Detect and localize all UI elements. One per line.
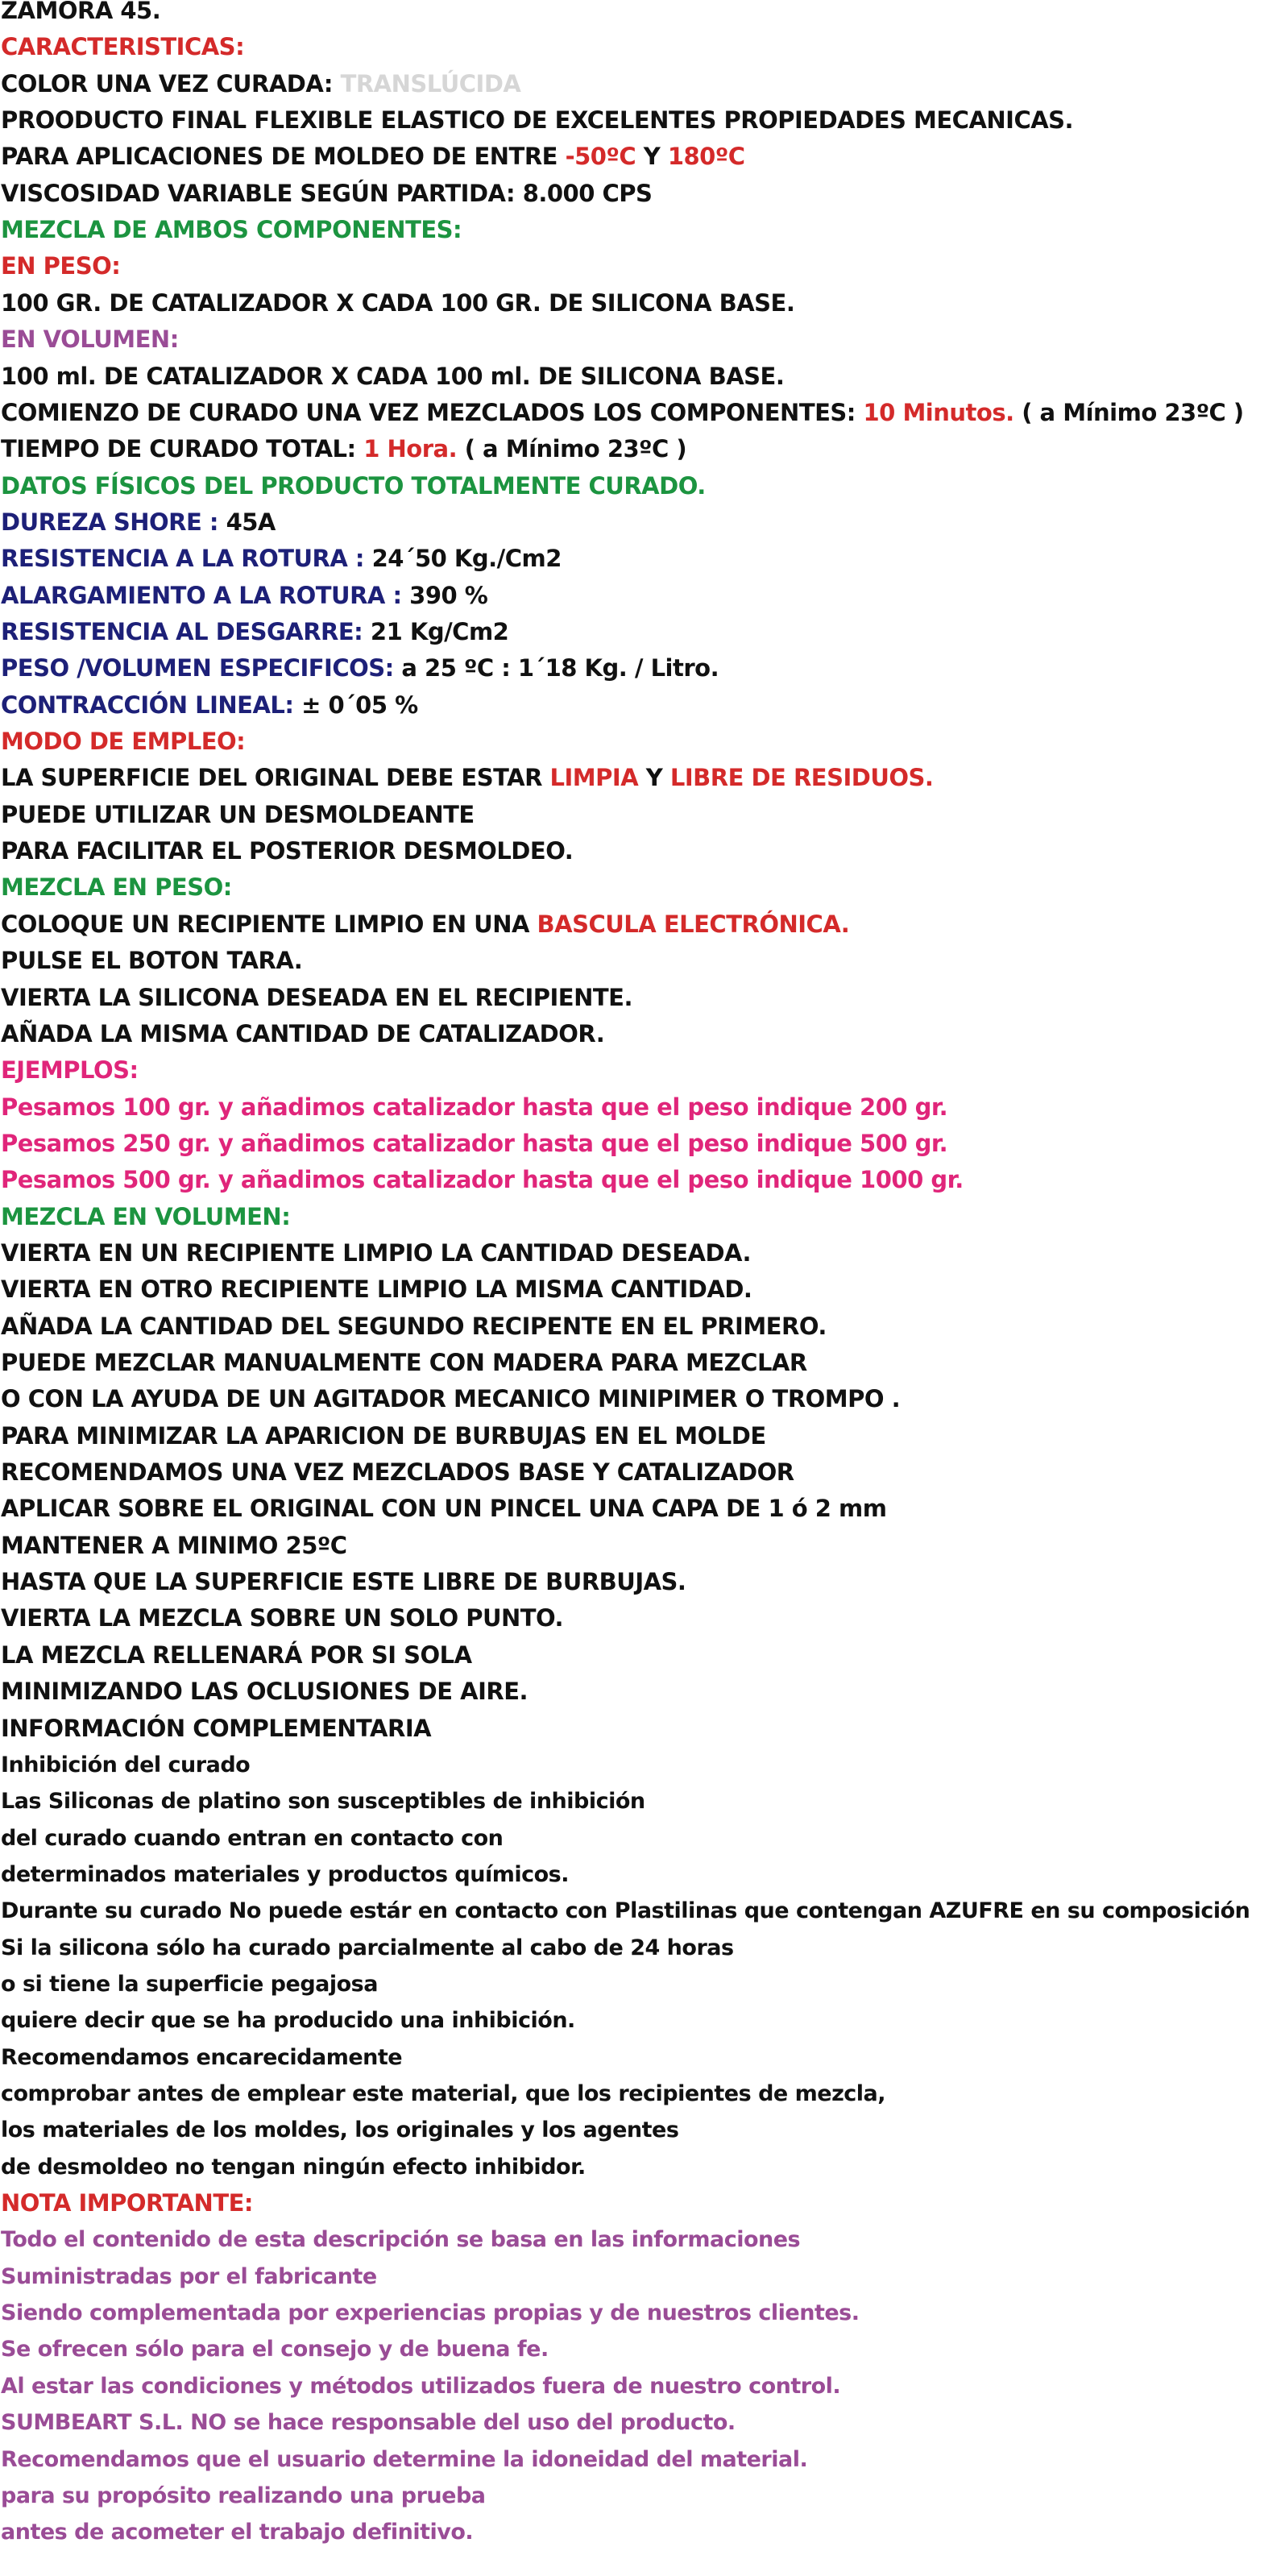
text-line [1, 212, 462, 248]
text-line [1, 1089, 947, 1126]
text-line [1, 797, 475, 833]
text-segment: LIMPIA [549, 764, 639, 792]
text-line [1, 468, 706, 504]
text-line [1, 2368, 840, 2404]
text-segment: 24´50 Kg./Cm2 [371, 545, 562, 573]
text-segment: DATOS FÍSICOS DEL PRODUCTO TOTALMENTE CURADO. [1, 471, 706, 500]
text-segment: DUREZA SHORE : [1, 508, 226, 536]
text-segment: Suministradas por el fabricante [1, 2263, 377, 2289]
text-segment: del curado cuando entran en contacto con [1, 1825, 504, 1851]
text-line [1, 1454, 794, 1491]
text-line [1, 980, 632, 1016]
text-segment: PROODUCTO FINAL FLEXIBLE ELASTICO DE EXCELENTES PROPIEDADES MECANICAS. [1, 106, 1074, 135]
text-line [1, 1600, 563, 1636]
text-line [1, 1381, 900, 1417]
text-segment: Recomendamos encarecidamente [1, 2044, 403, 2070]
text-segment: MANTENER A MINIMO 25ºC [1, 1531, 347, 1559]
text-line [1, 2295, 860, 2331]
text-line [1, 1418, 766, 1454]
text-segment: INFORMACIÓN COMPLEMENTARIA [1, 1714, 432, 1742]
text-segment: MINIMIZANDO LAS OCLUSIONES DE AIRE. [1, 1678, 529, 1706]
text-line [1, 906, 849, 943]
text-line [1, 1637, 472, 1674]
text-line [1, 2149, 586, 2185]
text-segment: RECOMENDAMOS UNA VEZ MEZCLADOS BASE Y CATALIZADOR [1, 1458, 794, 1486]
text-line [1, 724, 245, 760]
text-segment: para su propósito realizando una prueba [1, 2483, 486, 2508]
text-segment: LIBRE DE RESIDUOS. [669, 764, 934, 792]
text-line [1, 1345, 807, 1381]
text-segment: COMIENZO DE CURADO UNA VEZ MEZCLADOS LOS COMPONENTES: [1, 398, 864, 426]
text-line [1, 1783, 645, 1819]
text-line [1, 1271, 752, 1308]
text-segment: PULSE EL BOTON TARA. [1, 947, 303, 975]
text-segment: SUMBEART S.L. NO se hace responsable del uso del producto. [1, 2410, 736, 2436]
text-line [1, 943, 302, 979]
text-segment: 100 GR. DE CATALIZADOR X CADA 100 GR. DE SILICONA BASE. [1, 288, 795, 317]
text-line [1, 1747, 250, 1783]
text-segment: Las Siliconas de platino son susceptibles de inhibición [1, 1789, 645, 1815]
text-line [1, 1711, 431, 1747]
text-line [1, 285, 794, 321]
text-segment: Pesamos 100 gr. y añadimos catalizador hasta que el peso indique 200 gr. [1, 1093, 948, 1121]
text-line [1, 2331, 549, 2367]
text-segment: LA MEZCLA RELLENARÁ POR SI SOLA [1, 1641, 472, 1669]
text-segment: 21 Kg/Cm2 [370, 618, 509, 645]
text-segment: MEZCLA DE AMBOS COMPONENTES: [1, 216, 462, 244]
text-segment: Recomendamos que el usuario determine la idoneidad del material. [1, 2446, 808, 2472]
text-line [1, 1674, 528, 1710]
text-segment: COLOQUE UN RECIPIENTE LIMPIO EN UNA [1, 910, 537, 938]
text-segment: PARA FACILITAR EL POSTERIOR DESMOLDEO. [1, 837, 574, 865]
text-line [1, 1564, 686, 1600]
text-line [1, 1966, 378, 2002]
text-segment: PARA APLICACIONES DE MOLDEO DE ENTRE [1, 143, 566, 171]
text-segment: EN PESO: [1, 252, 121, 280]
text-line [1, 833, 573, 869]
text-line [1, 760, 933, 796]
text-segment: PESO /VOLUMEN ESPECIFICOS: [1, 654, 402, 682]
text-line [1, 1856, 569, 1893]
text-segment: VIERTA LA MEZCLA SOBRE UN SOLO PUNTO. [1, 1604, 564, 1632]
text-line [1, 2514, 473, 2550]
text-segment: ZAMORA 45. [1, 0, 161, 24]
text-line [1, 359, 784, 395]
text-line [1, 29, 244, 65]
text-segment: RESISTENCIA A LA ROTURA : [1, 545, 372, 573]
text-segment: determinados materiales y productos químicos. [1, 1861, 569, 1887]
text-line [1, 541, 562, 577]
text-segment: PUEDE MEZCLAR MANUALMENTE CON MADERA PARA MEZCLAR [1, 1349, 807, 1376]
text-segment: VISCOSIDAD VARIABLE SEGÚN PARTIDA: 8.000 CPS [1, 179, 653, 207]
text-line [1, 1199, 290, 1235]
text-line [1, 1052, 139, 1089]
text-segment: AÑADA LA MISMA CANTIDAD DE CATALIZADOR. [1, 1019, 605, 1047]
text-line [1, 2478, 486, 2514]
text-line [1, 321, 179, 358]
text-segment: HASTA QUE LA SUPERFICIE ESTE LIBRE DE BURBUJAS. [1, 1568, 686, 1595]
text-line [1, 504, 276, 541]
text-line [1, 2221, 800, 2258]
text-line [1, 2112, 678, 2148]
text-segment: TRANSLÚCIDA [340, 69, 521, 97]
text-segment: COLOR UNA VEZ CURADA: [1, 69, 341, 97]
text-segment: VIERTA EN OTRO RECIPIENTE LIMPIO LA MISMA CANTIDAD. [1, 1276, 752, 1304]
text-segment: ( a Mínimo 23ºC ) [457, 435, 687, 463]
text-segment: CONTRACCIÓN LINEAL: [1, 691, 302, 719]
text-line [1, 2076, 885, 2112]
text-line [1, 2259, 377, 2295]
text-segment: ALARGAMIENTO A LA ROTURA : [1, 581, 410, 609]
text-segment: 180ºC [667, 143, 745, 171]
text-segment: Pesamos 250 gr. y añadimos catalizador hasta que el peso indique 500 gr. [1, 1129, 948, 1157]
text-line [1, 2185, 253, 2221]
text-segment: Pesamos 500 gr. y añadimos catalizador hasta que el peso indique 1000 gr. [1, 1166, 964, 1194]
text-segment: EN VOLUMEN: [1, 326, 179, 354]
text-line [1, 578, 487, 614]
text-segment: Siendo complementada por experiencias propias y de nuestros clientes. [1, 2300, 860, 2326]
text-line [1, 1893, 1250, 1929]
text-segment: comprobar antes de emplear este material, que los recipientes de mezcla, [1, 2081, 886, 2106]
text-segment: TIEMPO DE CURADO TOTAL: [1, 435, 364, 463]
text-segment: ± 0´05 % [301, 691, 418, 719]
text-segment: NOTA IMPORTANTE: [1, 2189, 254, 2217]
text-line [1, 431, 686, 467]
text-line [1, 176, 652, 212]
text-line [1, 1016, 604, 1052]
text-line [1, 66, 520, 102]
text-segment: Todo el contenido de esta descripción se basa en las informaciones [1, 2227, 801, 2253]
text-line [1, 139, 745, 175]
text-segment: -50ºC [565, 143, 636, 171]
text-segment: PARA MINIMIZAR LA APARICION DE BURBUJAS EN EL MOLDE [1, 1421, 766, 1450]
text-line [1, 1235, 751, 1271]
text-line [1, 1491, 886, 1527]
text-segment: Durante su curado No puede estár en contacto con Plastilinas que contengan AZUFRE en su composición [1, 1898, 1250, 1924]
text-line [1, 102, 1073, 139]
text-segment: Inhibición del curado [1, 1752, 251, 1777]
text-segment: a 25 ºC : 1´18 Kg. / Litro. [401, 654, 719, 682]
text-segment: PUEDE UTILIZAR UN DESMOLDEANTE [1, 800, 475, 828]
text-segment: MEZCLA EN PESO: [1, 873, 232, 902]
text-segment: MEZCLA EN VOLUMEN: [1, 1202, 291, 1230]
text-line [1, 650, 719, 687]
text-line [1, 1162, 964, 1198]
text-line [1, 1930, 734, 1966]
text-segment: LA SUPERFICIE DEL ORIGINAL DEBE ESTAR [1, 764, 550, 792]
text-segment: MODO DE EMPLEO: [1, 728, 246, 755]
text-segment: 1 Hora. [363, 435, 458, 463]
text-line [1, 1528, 347, 1564]
text-line [1, 1126, 947, 1162]
text-line [1, 1309, 827, 1345]
text-segment: O CON LA AYUDA DE UN AGITADOR MECANICO MINIPIMER O TROMPO . [1, 1385, 901, 1413]
text-segment: Al estar las condiciones y métodos utilizados fuera de nuestro control. [1, 2373, 841, 2399]
text-segment: antes de acometer el trabajo definitivo. [1, 2520, 474, 2545]
text-segment: 390 % [409, 581, 488, 609]
text-segment: AÑADA LA CANTIDAD DEL SEGUNDO RECIPENTE EN EL PRIMERO. [1, 1312, 827, 1340]
text-segment: APLICAR SOBRE EL ORIGINAL CON UN PINCEL UNA CAPA DE 1 ó 2 mm [1, 1495, 887, 1523]
text-line [1, 2404, 736, 2441]
text-segment: EJEMPLOS: [1, 1056, 139, 1085]
text-line [1, 2039, 402, 2076]
text-line [1, 2002, 575, 2039]
text-line [1, 1820, 503, 1856]
text-line [1, 395, 1244, 431]
text-segment: Y [638, 764, 670, 792]
text-segment: 45A [226, 508, 276, 536]
text-line [1, 2441, 807, 2478]
text-segment: ( a Mínimo 23ºC ) [1013, 398, 1244, 426]
text-segment: quiere decir que se ha producido una inhibición. [1, 2008, 575, 2034]
text-segment: VIERTA EN UN RECIPIENTE LIMPIO LA CANTIDAD DESEADA. [1, 1238, 752, 1267]
text-segment: los materiales de los moldes, los originales y los agentes [1, 2118, 679, 2143]
text-segment: CARACTERISTICAS: [1, 33, 245, 61]
text-line [1, 614, 508, 650]
text-segment: de desmoldeo no tengan ningún efecto inhibidor. [1, 2154, 586, 2180]
text-line [1, 869, 232, 906]
text-line [1, 0, 160, 29]
text-segment: BASCULA ELECTRÓNICA. [537, 910, 850, 938]
text-segment: Y [636, 143, 668, 171]
text-segment: RESISTENCIA AL DESGARRE: [1, 618, 371, 645]
text-segment: VIERTA LA SILICONA DESEADA EN EL RECIPIENTE. [1, 983, 632, 1011]
text-segment: o si tiene la superficie pegajosa [1, 1971, 378, 1997]
text-line [1, 687, 418, 724]
text-line [1, 248, 120, 284]
text-segment: 100 ml. DE CATALIZADOR X CADA 100 ml. DE SILICONA BASE. [1, 362, 785, 390]
text-segment: 10 Minutos. [863, 398, 1014, 426]
text-segment: Si la silicona sólo ha curado parcialmente al cabo de 24 horas [1, 1935, 734, 1960]
text-segment: Se ofrecen sólo para el consejo y de buena fe. [1, 2337, 549, 2362]
